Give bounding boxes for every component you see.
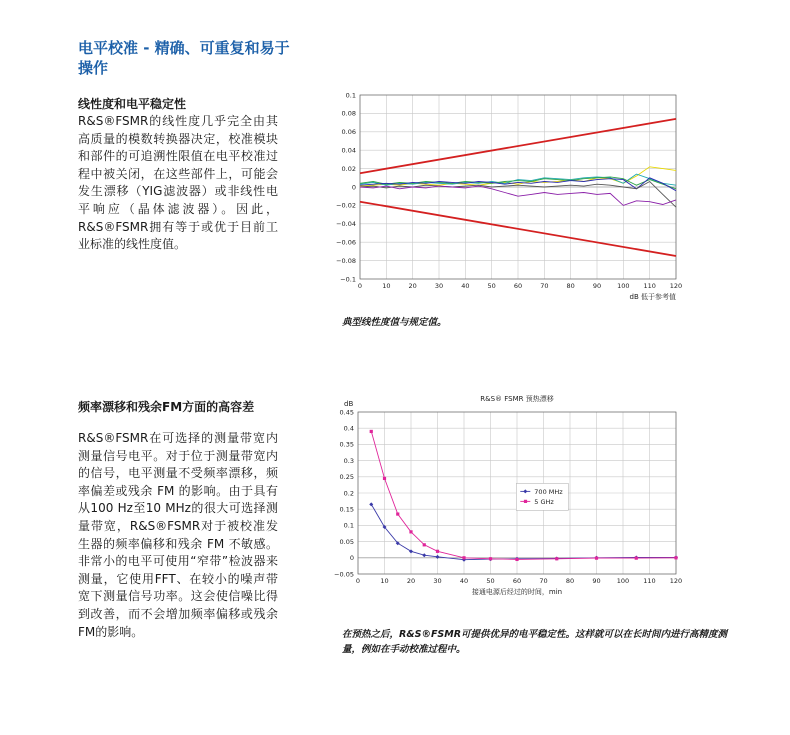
chart2-x-tick-label: 80	[565, 577, 575, 585]
chart1-y-tick-label: −0.04	[336, 220, 356, 229]
chart1-y-tick-label: 0.08	[341, 109, 356, 118]
chart2-chart-title: R&S® FSMR 预热漂移	[480, 395, 554, 403]
chart2-y-tick-label: 0.45	[339, 408, 354, 417]
chart2-x-tick-label: 70	[539, 577, 548, 585]
chart2-series-0-point	[422, 553, 426, 557]
chart1-x-tick-label: 120	[669, 282, 683, 290]
chart2-x-tick-label: 20	[406, 577, 416, 585]
chart2-y-tick-label: 0.3	[343, 456, 354, 465]
chart2-series-1-point	[635, 557, 638, 560]
chart2-legend-label: 700 MHz	[534, 487, 563, 496]
chart1-x-tick-label: 80	[566, 282, 575, 290]
chart1-x-tick-label: 60	[513, 282, 523, 290]
chart2-y-tick-label: −0.05	[334, 570, 354, 579]
chart2-series-1-point	[396, 512, 399, 515]
chart2-series-1-point	[555, 557, 558, 560]
chart2-y-tick-label: 0.1	[343, 521, 354, 530]
chart2-y-tick-label: 0.05	[339, 537, 354, 546]
chart2-x-tick-label: 90	[592, 577, 601, 585]
section1-body: R&S®FSMR的线性度几乎完全由其高质量的模数转换器决定，校准模块和部件的可追溯性限值在电平校准过程中被关闭，在这些部件上，可能会发生漂移（YIG滤波器）或非线性电平响应（晶体滤波器）。因此，R&S®FSMR拥有等于或优于目前工业标准的线性度值。	[78, 114, 278, 252]
chart2-y-tick-label: 0.4	[343, 424, 354, 433]
chart2-y-tick-label: 0.2	[343, 489, 354, 498]
chart2-series-1-point	[370, 430, 373, 433]
chart2-x-tick-label: 60	[512, 577, 522, 585]
chart2-series-1-point	[674, 556, 677, 559]
chart2-x-tick-label: 30	[433, 577, 442, 585]
page-heading: 电平校准 - 精确、可重复和易于操作	[78, 39, 290, 77]
chart2-x-tick-label: 10	[380, 577, 389, 585]
chart1-x-tick-label: 50	[487, 282, 496, 290]
chart2-series-1-point	[436, 550, 439, 553]
chart2-x-tick-label: 120	[669, 577, 683, 585]
chart2-series-1-point	[409, 530, 412, 533]
chart1-y-tick-label: −0.02	[336, 201, 356, 210]
chart1-y-tick-label: 0.04	[341, 146, 356, 155]
chart2-series-1-point	[423, 543, 426, 546]
chart1-x-axis-label: dB 低于参考值	[629, 293, 676, 301]
chart1-x-tick-label: 90	[592, 282, 602, 290]
chart1-y-tick-label: −0.1	[340, 275, 356, 284]
section2-body: R&S®FSMR在可选择的测量带宽内测量信号电平。对于位于测量带宽内的信号，电平测量不受频率漂移，频率偏差或残余 FM 的影响。由于具有从100 Hz至10 MHz的很大可选择测量带宽，R&S®FSMR对于被校准发生器的频率偏移和残余 FM 不敏感。非常小的电平可使用“窄带”检波器来测量，它使用FFT、在较小的噪声带宽下测量信号功率。这会使信噪比得到改善，而不会增加频率偏移或残余FM的影响。	[78, 431, 278, 639]
chart1-x-tick-label: 30	[434, 282, 444, 290]
chart2-series-1-point	[515, 558, 518, 561]
chart1-y-tick-label: 0.06	[341, 128, 356, 137]
chart2-x-tick-label: 0	[355, 577, 361, 585]
chart2-y-tick-label: 0	[349, 554, 354, 563]
chart2-y-axis-label: dB	[344, 400, 354, 408]
chart1-x-tick-label: 20	[408, 282, 417, 290]
chart1-y-tick-label: 0.1	[345, 91, 356, 100]
chart2-series-0-point	[436, 555, 440, 559]
chart2-x-tick-label: 100	[616, 577, 630, 585]
chart1-y-tick-label: −0.08	[336, 256, 356, 265]
chart2-y-tick-label: 0.15	[339, 505, 354, 514]
chart2-y-tick-label: 0.25	[339, 473, 354, 482]
chart2-x-tick-label: 110	[643, 577, 656, 585]
chart1-y-tick-label: 0.02	[341, 164, 356, 173]
chart2-series-1-point	[462, 556, 465, 559]
chart2-x-axis-label: 接通电源后经过的时间，min	[471, 588, 563, 596]
chart1-x-tick-label: 110	[643, 282, 656, 290]
chart2-y-tick-label: 0.35	[339, 440, 354, 449]
section2-title: 频率漂移和残余FM方面的高容差	[78, 400, 255, 414]
chart1-caption: 典型线性度值与规定值。	[342, 317, 447, 328]
chart1-x-tick-label: 100	[617, 282, 630, 290]
chart1-x-tick-label: 40	[461, 282, 470, 290]
chart2-legend-marker	[524, 500, 527, 503]
chart1-y-tick-label: −0.06	[336, 238, 356, 247]
chart1-y-tick-label: 0	[351, 183, 356, 192]
chart2-series-0-line	[371, 504, 676, 559]
chart2-x-tick-label: 40	[459, 577, 469, 585]
chart2-legend-label: 5 GHz	[534, 497, 554, 506]
chart2-series-1-point	[383, 477, 386, 480]
chart2-x-tick-label: 50	[486, 577, 495, 585]
chart2-series-1-point	[595, 557, 598, 560]
chart1-x-tick-label: 10	[382, 282, 391, 290]
chart1-x-tick-label: 0	[357, 282, 363, 290]
chart1-x-tick-label: 70	[540, 282, 549, 290]
section1-title: 线性度和电平稳定性	[78, 97, 187, 111]
chart2-series-1-point	[489, 557, 492, 560]
chart2-caption: 在预热之后，R&S®FSMR可提供优异的电平稳定性。这样就可以在长时间内进行高精度测量，例如在手动校准过程中。	[342, 629, 728, 655]
